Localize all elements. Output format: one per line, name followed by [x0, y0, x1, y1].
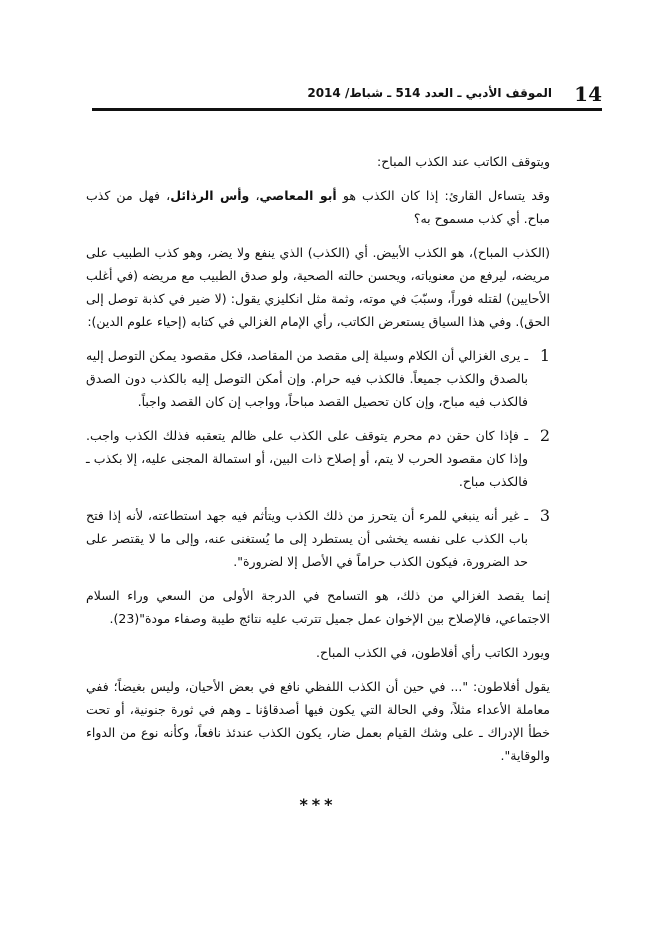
paragraph: يقول أفلاطون: "... في حين أن الكذب اللفظي نافع في بعض الأحيان، وليس بغيضاً؛ ففي معاملة الأعداء مثلاً، وفي الحالة التي يكون فيها أصدقاؤنا ـ وهم في ثورة جنونية، أو تحت خطأ الإدراك ـ على وشك القيام بعمل ضار، يكون الكذب عندئذ نافعاً، وكأنه نوع من الدواء والوقاية". [86, 679, 550, 763]
numbered-item [86, 344, 550, 413]
numbered-item [86, 424, 550, 493]
paragraph: (الكذب المباح)، هو الكذب الأبيض. أي (الكذب) الذي ينفع ولا يضر، وهو كذب الطبيب على مريضه، ليرفع من معنوياته، ويحسن حالته الصحية، ولو صدق الطبيب مع مريضه (في أغلب الأحايين) لقتله فوراً، وسبّبَ في موته، وثمة مثل انكليزي يقول: (لا ضير في كذبة توصل إلى الحق). وفي هذا السياق يستعرض الكاتب، رأي الإمام الغزالي في كتابه (إحياء علوم الدين): [86, 245, 550, 329]
item-number: 2 [539, 426, 550, 445]
paragraph: ويتوقف الكاتب عند الكذب المباح: [377, 154, 550, 169]
article-body [86, 150, 550, 816]
item-text: ـ يرى الغزالي أن الكلام وسيلة إلى مقصد من المقاصد، فكل مقصود يمكن التوصل إليه بالصدق والكذب جميعاً. فالكذب فيه حرام. وإن أمكن التوصل إليه بالكذب دون الصدق فالكذب فيه مباح، وإن كان تحصيل القصد مباحاً، وواجب إن كان القصد واجباً. [86, 348, 528, 409]
bold-phrase: وأس الرذائل [170, 188, 250, 203]
paragraph [86, 184, 550, 230]
page-header [92, 80, 602, 111]
item-number: 1 [539, 346, 550, 365]
item-text: ـ غير أنه ينبغي للمرء أن يتحرز من ذلك الكذب ويتأثم فيه جهد استطاعته، لأنه إذا فتح باب الكذب على نفسه يخشى أن يستطرد إلى ما يُستغنى عنه، وإلى ما لا يقتصر على حد الضرورة، فيكون الكذب حراماً في الأصل إلا لضرورة". [86, 508, 528, 569]
numbered-item [86, 504, 550, 573]
section-separator: *** [299, 795, 337, 814]
item-number: 3 [539, 506, 550, 525]
item-text: ـ فإذا كان حقن دم محرم يتوقف على الكذب على ظالم يتعقبه فذلك الكذب واجب. وإذا كان مقصود الحرب لا يتم، أو إصلاح ذات البين، أو استمالة المجنى عليه، إلا بكذب ـ فالكذب مباح. [86, 428, 528, 489]
running-head: الموقف الأدبي ـ العدد 514 ـ شباط/ 2014 [307, 86, 552, 100]
text-run: ، [249, 188, 260, 203]
page-number: 14 [574, 82, 602, 106]
paragraph: إنما يقصد الغزالي من ذلك، هو التسامح في الدرجة الأولى من السعي وراء السلام الاجتماعي، فالإصلاح بين الإخوان عمل جميل تترتب عليه نتائج طيبة وصفاء مودة"(23). [86, 588, 550, 626]
text-run: وقد يتساءل القارئ: إذا كان الكذب هو [336, 188, 550, 203]
paragraph: ويورد الكاتب رأي أفلاطون، في الكذب المباح. [315, 645, 550, 660]
bold-phrase: أبو المعاصي [259, 188, 337, 203]
text-run: ، فهل من كذب مباح. أي كذب مسموح به؟ [86, 188, 550, 226]
